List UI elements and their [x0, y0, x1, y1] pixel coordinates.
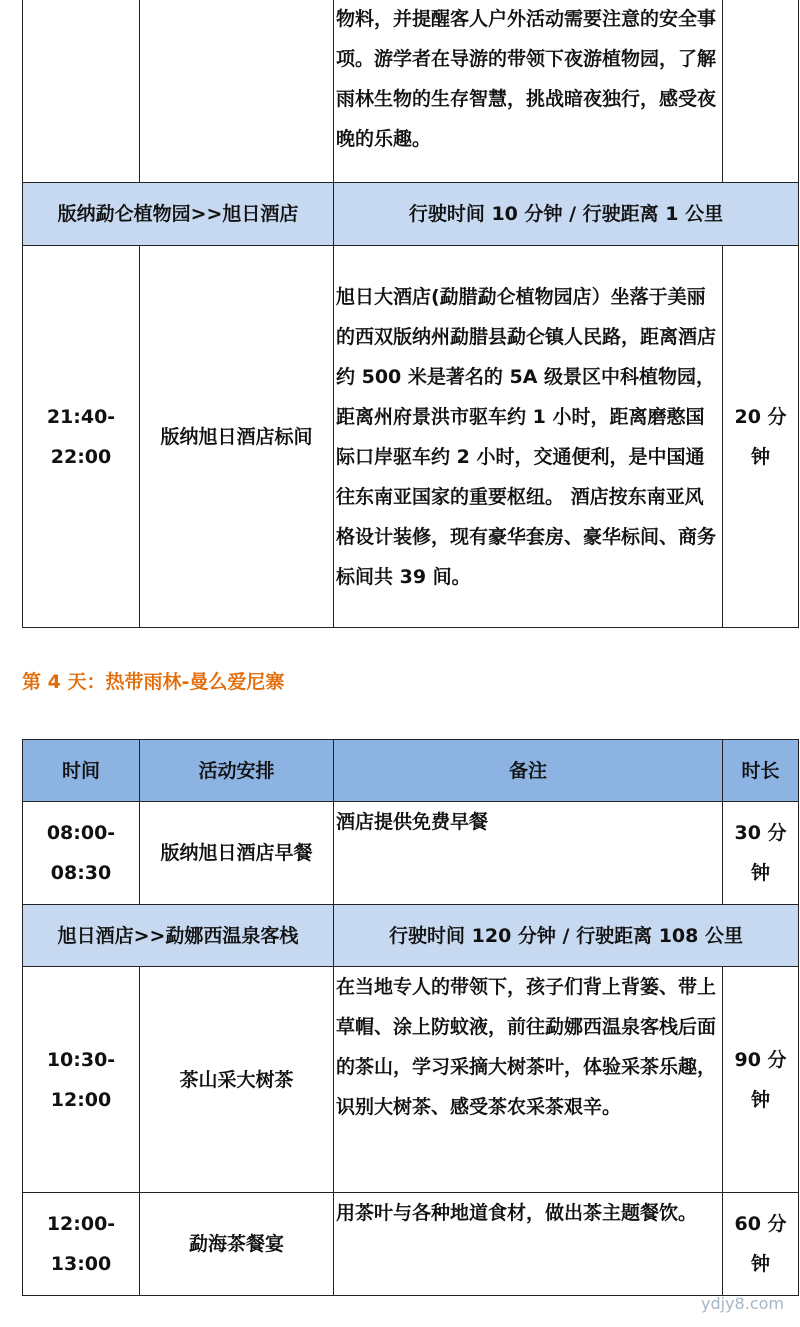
header-notes: 备注 [334, 740, 723, 802]
transfer-route: 版纳勐仑植物园>>旭日酒店 [23, 183, 334, 246]
transfer-detail: 行驶时间 10 分钟 / 行驶距离 1 公里 [334, 183, 799, 246]
time-cell: 12:00- 13:00 [23, 1193, 140, 1296]
notes-cell: 旭日大酒店(勐腊勐仑植物园店）坐落于美丽的西双版纳州勐腊县勐仑镇人民路，距离酒店约 500 米是著名的 5A 级景区中科植物园，距离州府景洪市驱车约 1 小时，距离磨憨国际口岸驱车约 2 小时，交通便利，是中国通往东南亚国家的重要枢纽。 酒店按东南亚风格设计装修，现有豪华套房、豪华标间、商务标间共 39 间。 [334, 246, 723, 628]
transfer-detail: 行驶时间 120 分钟 / 行驶距离 108 公里 [334, 905, 799, 967]
duration-cell: 90 分 钟 [723, 967, 799, 1193]
day-heading: 第 4 天：热带雨林-曼么爱尼寨 [22, 671, 285, 693]
activity-cell: 版纳旭日酒店标间 [140, 246, 334, 628]
activity-cell: 茶山采大树茶 [140, 967, 334, 1193]
itinerary-table-day4 [22, 739, 799, 1296]
duration-cell: 60 分 钟 [723, 1193, 799, 1296]
time-cell: 21:40- 22:00 [23, 246, 140, 628]
itinerary-table-1 [22, 0, 799, 628]
watermark: ydjy8.com [701, 1294, 784, 1313]
activity-cell: 版纳旭日酒店早餐 [140, 802, 334, 905]
duration-cell: 20 分 钟 [723, 246, 799, 628]
transfer-route: 旭日酒店>>勐娜西温泉客栈 [23, 905, 334, 967]
notes-cell: 在当地专人的带领下，孩子们背上背篓、带上草帽、涂上防蚊液，前往勐娜西温泉客栈后面的茶山，学习采摘大树茶叶，体验采茶乐趣，识别大树茶、感受茶农采茶艰辛。 [334, 967, 723, 1193]
empty-cell [23, 0, 140, 183]
time-cell: 08:00- 08:30 [23, 802, 140, 905]
notes-cell: 酒店提供免费早餐 [334, 802, 723, 905]
header-time: 时间 [23, 740, 140, 802]
empty-cell [140, 0, 334, 183]
notes-cell: 物料，并提醒客人户外活动需要注意的安全事项。游学者在导游的带领下夜游植物园，了解雨林生物的生存智慧，挑战暗夜独行，感受夜晚的乐趣。 [334, 0, 723, 183]
time-cell: 10:30- 12:00 [23, 967, 140, 1193]
activity-cell: 勐海茶餐宴 [140, 1193, 334, 1296]
empty-cell [723, 0, 799, 183]
notes-cell: 用茶叶与各种地道食材，做出茶主题餐饮。 [334, 1193, 723, 1296]
duration-cell: 30 分 钟 [723, 802, 799, 905]
header-activity: 活动安排 [140, 740, 334, 802]
header-duration: 时长 [723, 740, 799, 802]
